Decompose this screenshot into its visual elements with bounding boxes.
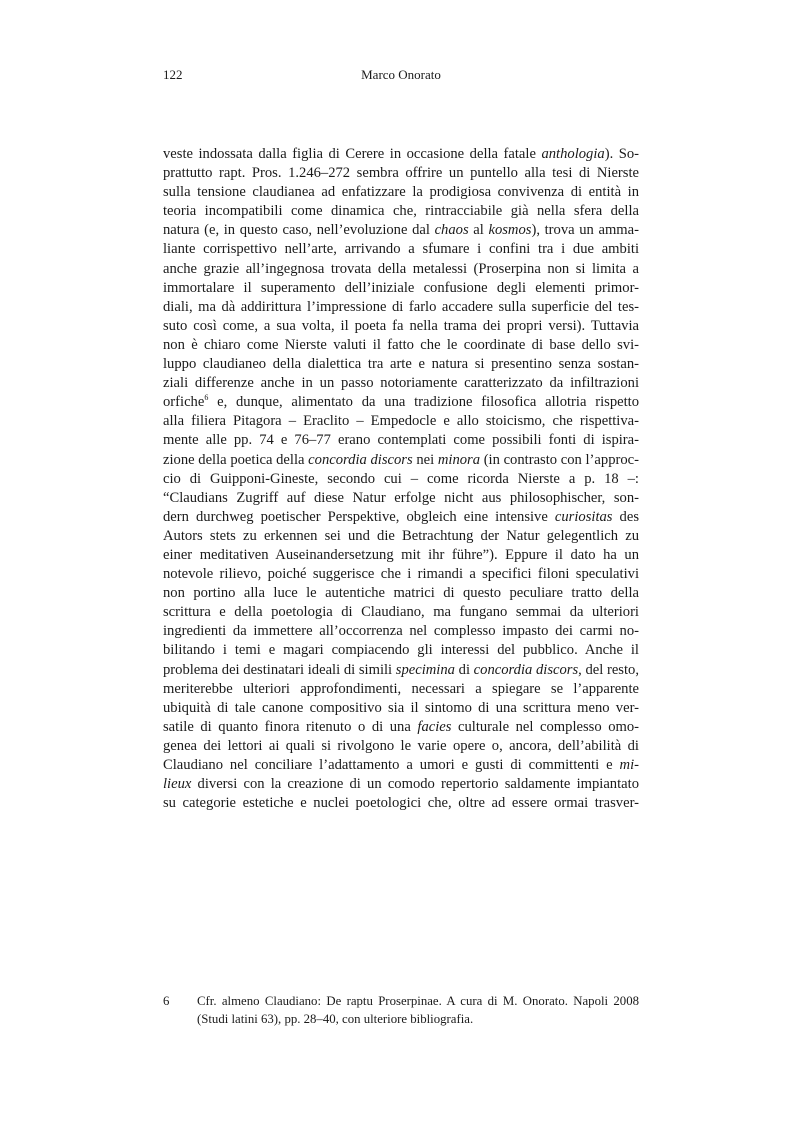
text-line [163,240,639,259]
text-run: problema dei destinatari ideali di simili [163,661,396,678]
text-line [163,355,639,374]
text-run: prattutto rapt. Pros. 1.246–272 sembra offrire un puntello alla tesi di Nierste [163,165,639,182]
text-run: zione della poetica della [163,451,309,468]
text-run: cio di Guipponi-Gineste, secondo cui – come ricorda Nierste a p. 18 –: [163,470,639,487]
text-line [163,508,639,527]
text-run: notevole rilievo, poiché suggerisce che i rimandi a specifici filoni speculativi [163,566,639,583]
text-run: , del resto, [578,661,639,678]
text-line [163,260,639,279]
footnote-text [197,992,639,1028]
italic-text: lieux [163,776,192,793]
text-line [163,661,639,680]
text-line [163,622,639,641]
text-line [163,546,639,565]
text-run: e, dunque, alimentato da una tradizione filosofica allotria rispetto [208,394,639,411]
text-line [163,393,639,412]
text-run: alla filiera Pitagora – Eraclito – Empedocle e allo stoicismo, che rispettiva- [163,413,639,430]
italic-text: mi- [619,757,639,773]
text-run: (in contrasto con l’approc- [480,451,639,468]
text-run: suto così come, a sua volta, il poeta fa nella trama dei propri versi). Tuttavia [163,317,639,334]
text-line [163,565,639,584]
italic-text: minora [437,451,481,468]
text-run: ). So- [604,146,639,162]
text-run: dern durchweg poetischer Perspektive, obgleich eine intensive [163,508,555,525]
text-run: anche grazie all’ingegnosa trovata della metalessi (Proserpina non si limita a [163,260,639,277]
text-line [163,794,639,813]
text-run: natura (e, in questo caso, nell’evoluzione dal [163,222,435,239]
italic-text: anthologia [541,146,605,162]
italic-text: facies [417,718,452,735]
text-line [163,374,639,393]
text-line [163,527,639,546]
italic-text: concordia discors [308,451,413,468]
text-run: meriterebbe ulteriori approfondimenti, necessari a spiegare se l’apparente [163,680,639,697]
text-line [163,317,639,336]
text-run: al [468,222,489,239]
text-line [163,412,639,431]
text-run: liante corrispettivo nell’arte, arrivando a sfumare i confini tra i due ambiti [163,241,639,258]
text-line [163,145,639,164]
text-run: Autors stets zu erkennen sei und die Betrachtung der Natur gelegentlich zu [163,527,639,544]
text-line [163,584,639,603]
text-run: genea dei lettori ai quali si rivolgono le varie opere o, ancora, dell’abilità di [163,737,639,754]
text-line [163,298,639,317]
text-run: ubiquità di tale canone compositivo sia il sintomo di una scrittura meno ver- [163,699,639,716]
italic-text: specimina [395,661,455,678]
text-line [163,183,639,202]
footnote-line: (Studi latini 63), pp. 28–40, con ulteriore bibliografia. [197,1012,474,1026]
text-line [163,451,639,470]
text-run: ziali differenze anche in un passo notoriamente caratterizzato da infiltrazioni [163,375,639,392]
text-run: mente alle pp. 74 e 76–77 erano contemplati come possibili fonti di ispira- [163,432,639,449]
text-line [163,202,639,221]
page-number: 122 [163,67,183,82]
text-line [163,699,639,718]
text-line [163,221,639,240]
text-run: teoria incompatibili come dinamica che, rintracciabile già nella sfera della [163,203,639,220]
text-line [163,470,639,489]
text-line [163,680,639,699]
text-run: luppo claudianeo della dialettica tra arte e natura si presentino senza sostan- [163,356,639,373]
text-run: des [612,508,640,525]
italic-text: kosmos [488,222,532,239]
text-run: satile di quanto finora ritenuto o di una [163,718,418,735]
text-run: non portino alla luce le autentiche matrici di questo peculiare tratto della [163,585,639,602]
text-line [163,336,639,355]
body-text [163,145,639,813]
text-run: sulla tensione claudianea ad enfatizzare la prodigiosa convivenza di entità in [163,184,639,201]
text-run: culturale nel complesso omo- [451,718,640,735]
text-run: Claudiano nel conciliare l’adattamento a umori e gusti di committenti e [163,757,620,773]
text-run: ingredienti da immettere all’occorrenza nel complesso impasto dei carmi no- [163,623,639,640]
italic-text: concordia discors [473,661,579,678]
running-title: Marco Onorato [361,67,441,82]
italic-text: curiositas [554,508,613,525]
text-run: “Claudians Zugriff auf diese Natur erfolge nicht aus philosophischer, son- [163,489,639,506]
text-run: immortalare il superamento dell’iniziale confusione degli elementi primor- [163,279,639,296]
text-run: einer meditativen Auseinandersetzung mit ihr führe”). Eppure il dato ha un [163,546,639,563]
text-line [163,756,639,775]
text-line [163,431,639,450]
text-line [163,737,639,756]
text-run: diversi con la creazione di un comodo repertorio saldamente impiantato [191,776,639,793]
text-run: ), trova un amma- [531,222,639,239]
footnote-number: 6 [163,994,170,1008]
text-run: su categorie estetiche e nuclei poetologici che, oltre ad essere ormai trasver- [163,795,639,812]
text-run: di [454,661,474,678]
text-run: non è chiaro come Nierste valuti il fatto che le coordinate di base dello svi- [163,336,639,353]
italic-text: chaos [434,222,469,239]
text-run: orfiche [163,394,205,411]
text-line [163,775,639,794]
page-header [163,67,639,85]
footnote-line: Cfr. almeno Claudiano: De raptu Proserpinae. A cura di M. Onorato. Napoli 2008 [197,994,639,1008]
text-run: veste indossata dalla figlia di Cerere in occasione della fatale [163,146,542,162]
text-run: diali, ma dà addirittura l’impressione di farlo accadere sulla superficie del tes- [163,298,639,315]
text-line [163,489,639,508]
text-line [163,164,639,183]
footnote-reference: 6 [204,393,209,403]
text-run: bilitando i temi e magari compiacendo gli interessi del pubblico. Anche il [163,642,639,659]
text-line [163,603,639,622]
text-line [163,718,639,737]
text-line [163,641,639,660]
text-run: scrittura e della poetologia di Claudiano, ma fungano semmai da ulteriori [163,604,639,621]
text-line [163,279,639,298]
text-run: nei [412,451,438,468]
